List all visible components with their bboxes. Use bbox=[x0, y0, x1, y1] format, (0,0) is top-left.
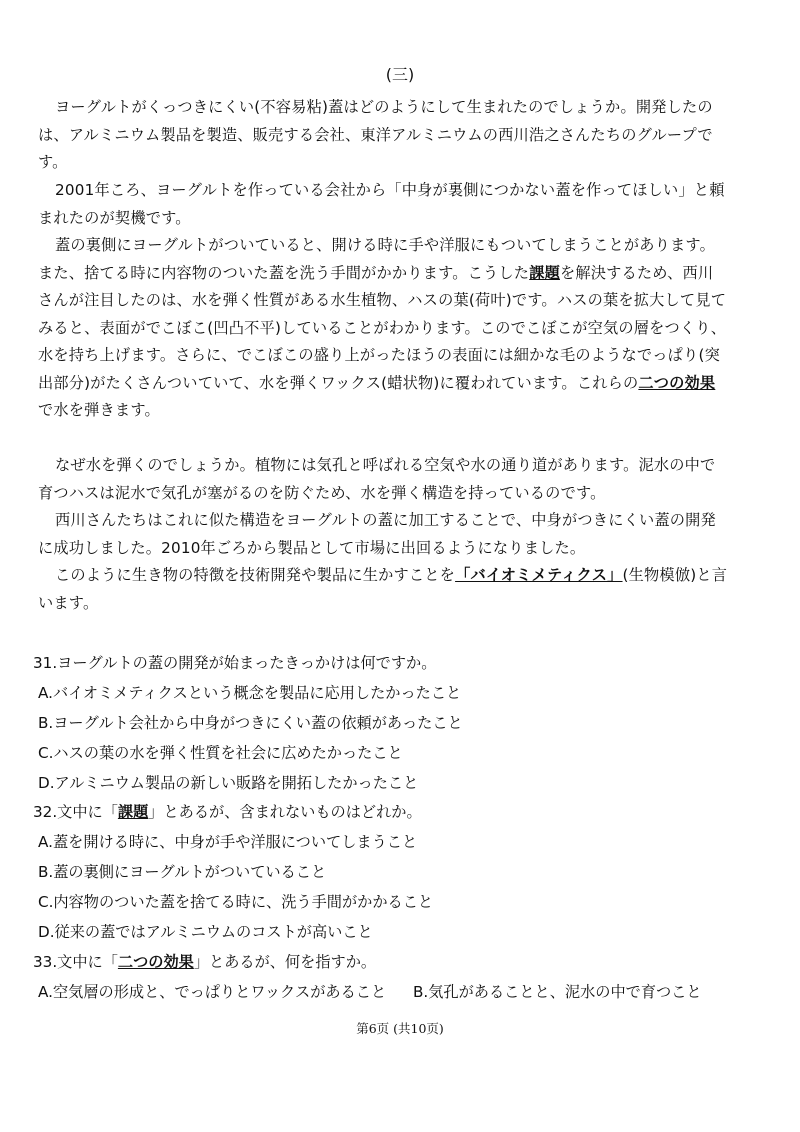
question-32-option-b[interactable]: B.蓋の裏側にヨーグルトがついていること bbox=[38, 863, 327, 881]
question-31-option-d[interactable]: D.アルミニウム製品の新しい販路を開拓したかったこと bbox=[38, 774, 419, 792]
paragraph-3-part-2: を解決するため、西川さんが注目したのは、水を弾く性質がある水生植物、ハスの葉(荷叶)です。ハスの葉を拡大して見てみると、表面がでこぼこ(凹凸不平)していることがわかります。このでこぼこが空気の層をつくり、水を持ち上げます。さらに、でこぼこの盛り上がったほうの表面には細かな毛のようなでっぱり(突出部分)がたくさんついていて、水を弾くワックス(蜡状物)に覆われています。これらの bbox=[38, 263, 727, 392]
keyword-biomimetics: 「バイオミメティクス」 bbox=[455, 566, 623, 584]
keyword-kadai: 課題 bbox=[529, 263, 560, 282]
paragraph-6-part-1: このように生き物の特徴を技術開発や製品に生かすことを bbox=[55, 566, 456, 584]
passage-paragraph-3 bbox=[38, 232, 728, 425]
question-31-option-c[interactable]: C.ハスの葉の水を弾く性質を社会に広めたかったこと bbox=[38, 744, 403, 762]
page-footer: 第6页 (共10页) bbox=[356, 1021, 444, 1036]
passage-paragraph-5: 西川さんたちはこれに似た構造をヨーグルトの蓋に加工することで、中身がつきにくい蓋の開発に成功しました。2010年ごろから製品として市場に出回るようになりました。 bbox=[38, 511, 716, 557]
question-32-option-a[interactable]: A.蓋を開ける時に、中身が手や洋服についてしまうこと bbox=[38, 833, 418, 851]
passage-paragraph-2: 2001年ころ、ヨーグルトを作っている会社から「中身が裏側につかない蓋を作ってほしい」と頼まれたのが契機です。 bbox=[38, 181, 725, 227]
question-31-option-a[interactable]: A.バイオミメティクスという概念を製品に応用したかったこと bbox=[38, 684, 462, 702]
question-32-stem bbox=[33, 801, 422, 822]
passage-paragraph-6 bbox=[38, 562, 728, 617]
keyword-futatsu-no-kouka: 二つの効果 bbox=[638, 373, 716, 392]
question-33-stem-pre: 33.文中に「 bbox=[33, 953, 118, 971]
question-32-keyword: 課題 bbox=[117, 803, 149, 821]
paragraph-3-part-1: 蓋の裏側にヨーグルトがついていると、開ける時に手や洋服にもついてしまうことがあります。また、捨てる時に内容物のついた蓋を洗う手間がかかります。こうした bbox=[38, 236, 715, 282]
question-31-option-b[interactable]: B.ヨーグルト会社から中身がつきにくい蓋の依頼があったこと bbox=[38, 714, 463, 732]
question-33-stem bbox=[33, 951, 376, 972]
question-33-option-b[interactable]: B.気孔があることと、泥水の中で育つこと bbox=[413, 983, 702, 1001]
question-32-stem-post: 」とあるが、含まれないものはどれか。 bbox=[148, 803, 422, 821]
question-32-option-c[interactable]: C.内容物のついた蓋を捨てる時に、洗う手間がかかること bbox=[38, 893, 434, 911]
question-33-keyword: 二つの効果 bbox=[117, 953, 194, 971]
paragraph-6-part-2: (生物模倣)と言います。 bbox=[38, 566, 728, 612]
question-33-stem-post: 」とあるが、何を指すか。 bbox=[193, 953, 377, 971]
question-31-stem: 31.ヨーグルトの蓋の開発が始まったきっかけは何ですか。 bbox=[33, 654, 437, 672]
question-32-option-d[interactable]: D.従来の蓋ではアルミニウムのコストが高いこと bbox=[38, 923, 373, 941]
passage-paragraph-4: なぜ水を弾くのでしょうか。植物には気孔と呼ばれる空気や水の通り道があります。泥水の中で育つハスは泥水で気孔が塞がるのを防ぐため、水を弾く構造を持っているのです。 bbox=[38, 456, 716, 502]
section-title: (三) bbox=[385, 65, 415, 84]
question-32-stem-pre: 32.文中に「 bbox=[33, 803, 118, 821]
paragraph-3-part-3: で水を弾きます。 bbox=[38, 401, 160, 419]
question-33-option-a[interactable]: A.空気層の形成と、でっぱりとワックスがあること bbox=[38, 983, 387, 1001]
passage-paragraph-1: ヨーグルトがくっつきにくい(不容易粘)蓋はどのようにして生まれたのでしょうか。開発したのは、アルミニウム製品を製造、販売する会社、東洋アルミニウムの西川浩之さんたちのグループです。 bbox=[38, 98, 713, 171]
